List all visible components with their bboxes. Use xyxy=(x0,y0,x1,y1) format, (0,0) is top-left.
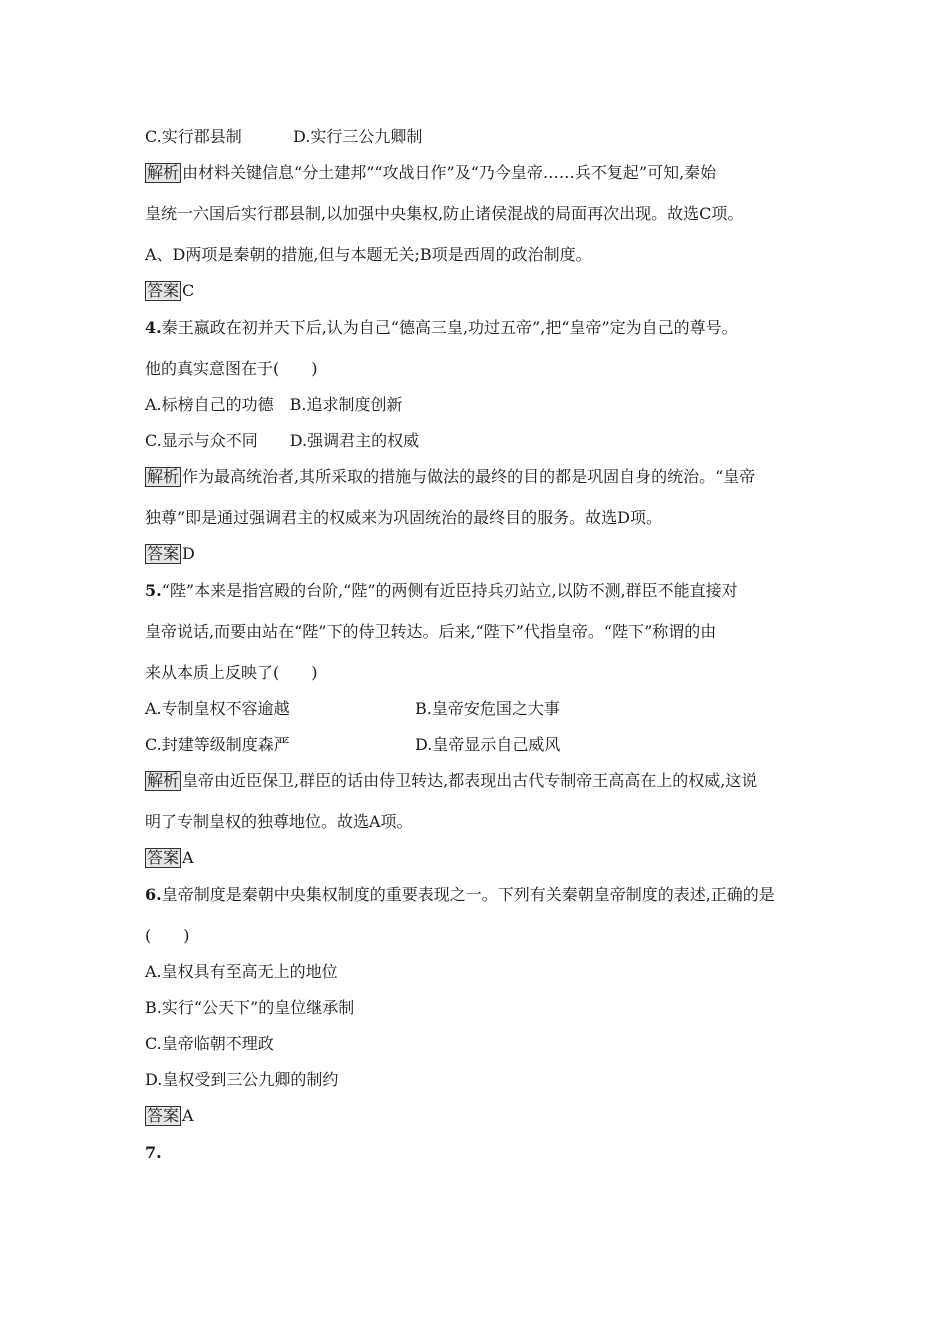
q5-answer: 答案 A xyxy=(147,848,194,867)
q6-option-a: A.皇权具有至高无上的地位 xyxy=(145,962,338,981)
q6-option-b: B.实行“公天下”的皇位继承制 xyxy=(145,998,355,1017)
q5-options-ab xyxy=(145,699,560,719)
q4-analysis-line-1: 解析 作为最高统治者,其所采取的措施与做法的最终的目的都是巩固自身的统治。“皇帝 xyxy=(147,467,756,486)
q6-stem-line-1: 6.皇帝制度是秦朝中央集权制度的重要表现之一。下列有关秦朝皇帝制度的表述,正确的是 xyxy=(145,885,775,904)
q5-option-d: D.皇帝显示自己威风 xyxy=(415,735,561,754)
q4-options-cd: C.显示与众不同 D.强调君主的权威 xyxy=(145,431,420,450)
q6-number: 6. xyxy=(145,885,162,904)
q4-analysis-line-2: 独尊”即是通过强调君主的权威来为巩固统治的最终目的服务。故选D项。 xyxy=(145,508,663,527)
q5-option-a: A.专制皇权不容逾越 xyxy=(145,699,290,718)
q3-answer: 答案 C xyxy=(147,281,195,300)
q4-answer: 答案 D xyxy=(147,544,195,563)
q4-stem-line-1: 4.秦王嬴政在初并天下后,认为自己“德高三皇,功过五帝”,把“皇帝”定为自己的尊号。 xyxy=(145,318,738,337)
q5-analysis-line-1: 解析 皇帝由近臣保卫,群臣的话由侍卫转达,都表现出古代专制帝王高高在上的权威,这说 xyxy=(147,771,758,790)
q3-analysis-line-2: 皇统一六国后实行郡县制,以加强中央集权,防止诸侯混战的局面再次出现。故选C项。 xyxy=(145,204,744,223)
q5-stem-line-3: 来从本质上反映了( ) xyxy=(145,663,318,682)
q5-analysis-line-2: 明了专制皇权的独尊地位。故选A项。 xyxy=(145,812,413,831)
q3-analysis-line-3: A、D两项是秦朝的措施,但与本题无关;B项是西周的政治制度。 xyxy=(145,245,592,264)
q4-stem-line-2: 他的真实意图在于( ) xyxy=(145,359,318,378)
analysis-tag: 解析 xyxy=(147,163,180,182)
q5-stem-line-2: 皇帝说话,而要由站在“陛”下的侍卫转达。后来,“陛下”代指皇帝。“陛下”称谓的由 xyxy=(145,622,717,641)
q5-stem-line-1: 5.“陛”本来是指宫殿的台阶,“陛”的两侧有近臣持兵刃站立,以防不测,群臣不能直接对 xyxy=(145,581,738,600)
q3-option-c: C.实行郡县制 xyxy=(145,127,242,146)
q5-option-b: B.皇帝安危国之大事 xyxy=(415,699,560,718)
q4-options-ab: A.标榜自己的功德 B.追求制度创新 xyxy=(145,395,403,414)
answer-tag: 答案 xyxy=(147,281,180,300)
q3-option-d: D.实行三公九卿制 xyxy=(293,127,423,146)
q5-number: 5. xyxy=(145,581,162,600)
answer-tag: 答案 xyxy=(147,544,180,563)
analysis-tag: 解析 xyxy=(147,467,180,486)
answer-tag: 答案 xyxy=(147,1106,180,1125)
q6-option-c: C.皇帝临朝不理政 xyxy=(145,1034,274,1053)
q3-options-cd xyxy=(145,127,423,147)
q3-analysis-line-1: 解析 由材料关键信息“分土建邦”“攻战日作”及“乃今皇帝……兵不复起”可知,秦始 xyxy=(147,163,717,182)
q5-options-cd xyxy=(145,735,561,755)
q6-stem-line-2: ( ) xyxy=(145,926,190,945)
analysis-tag: 解析 xyxy=(147,771,180,790)
q4-number: 4. xyxy=(145,318,162,337)
q7-stem xyxy=(145,1143,162,1163)
q5-option-c: C.封建等级制度森严 xyxy=(145,735,290,754)
answer-tag: 答案 xyxy=(147,848,180,867)
q6-answer: 答案 A xyxy=(147,1106,194,1125)
q6-option-d: D.皇权受到三公九卿的制约 xyxy=(145,1070,339,1089)
q7-number: 7. xyxy=(145,1143,162,1162)
